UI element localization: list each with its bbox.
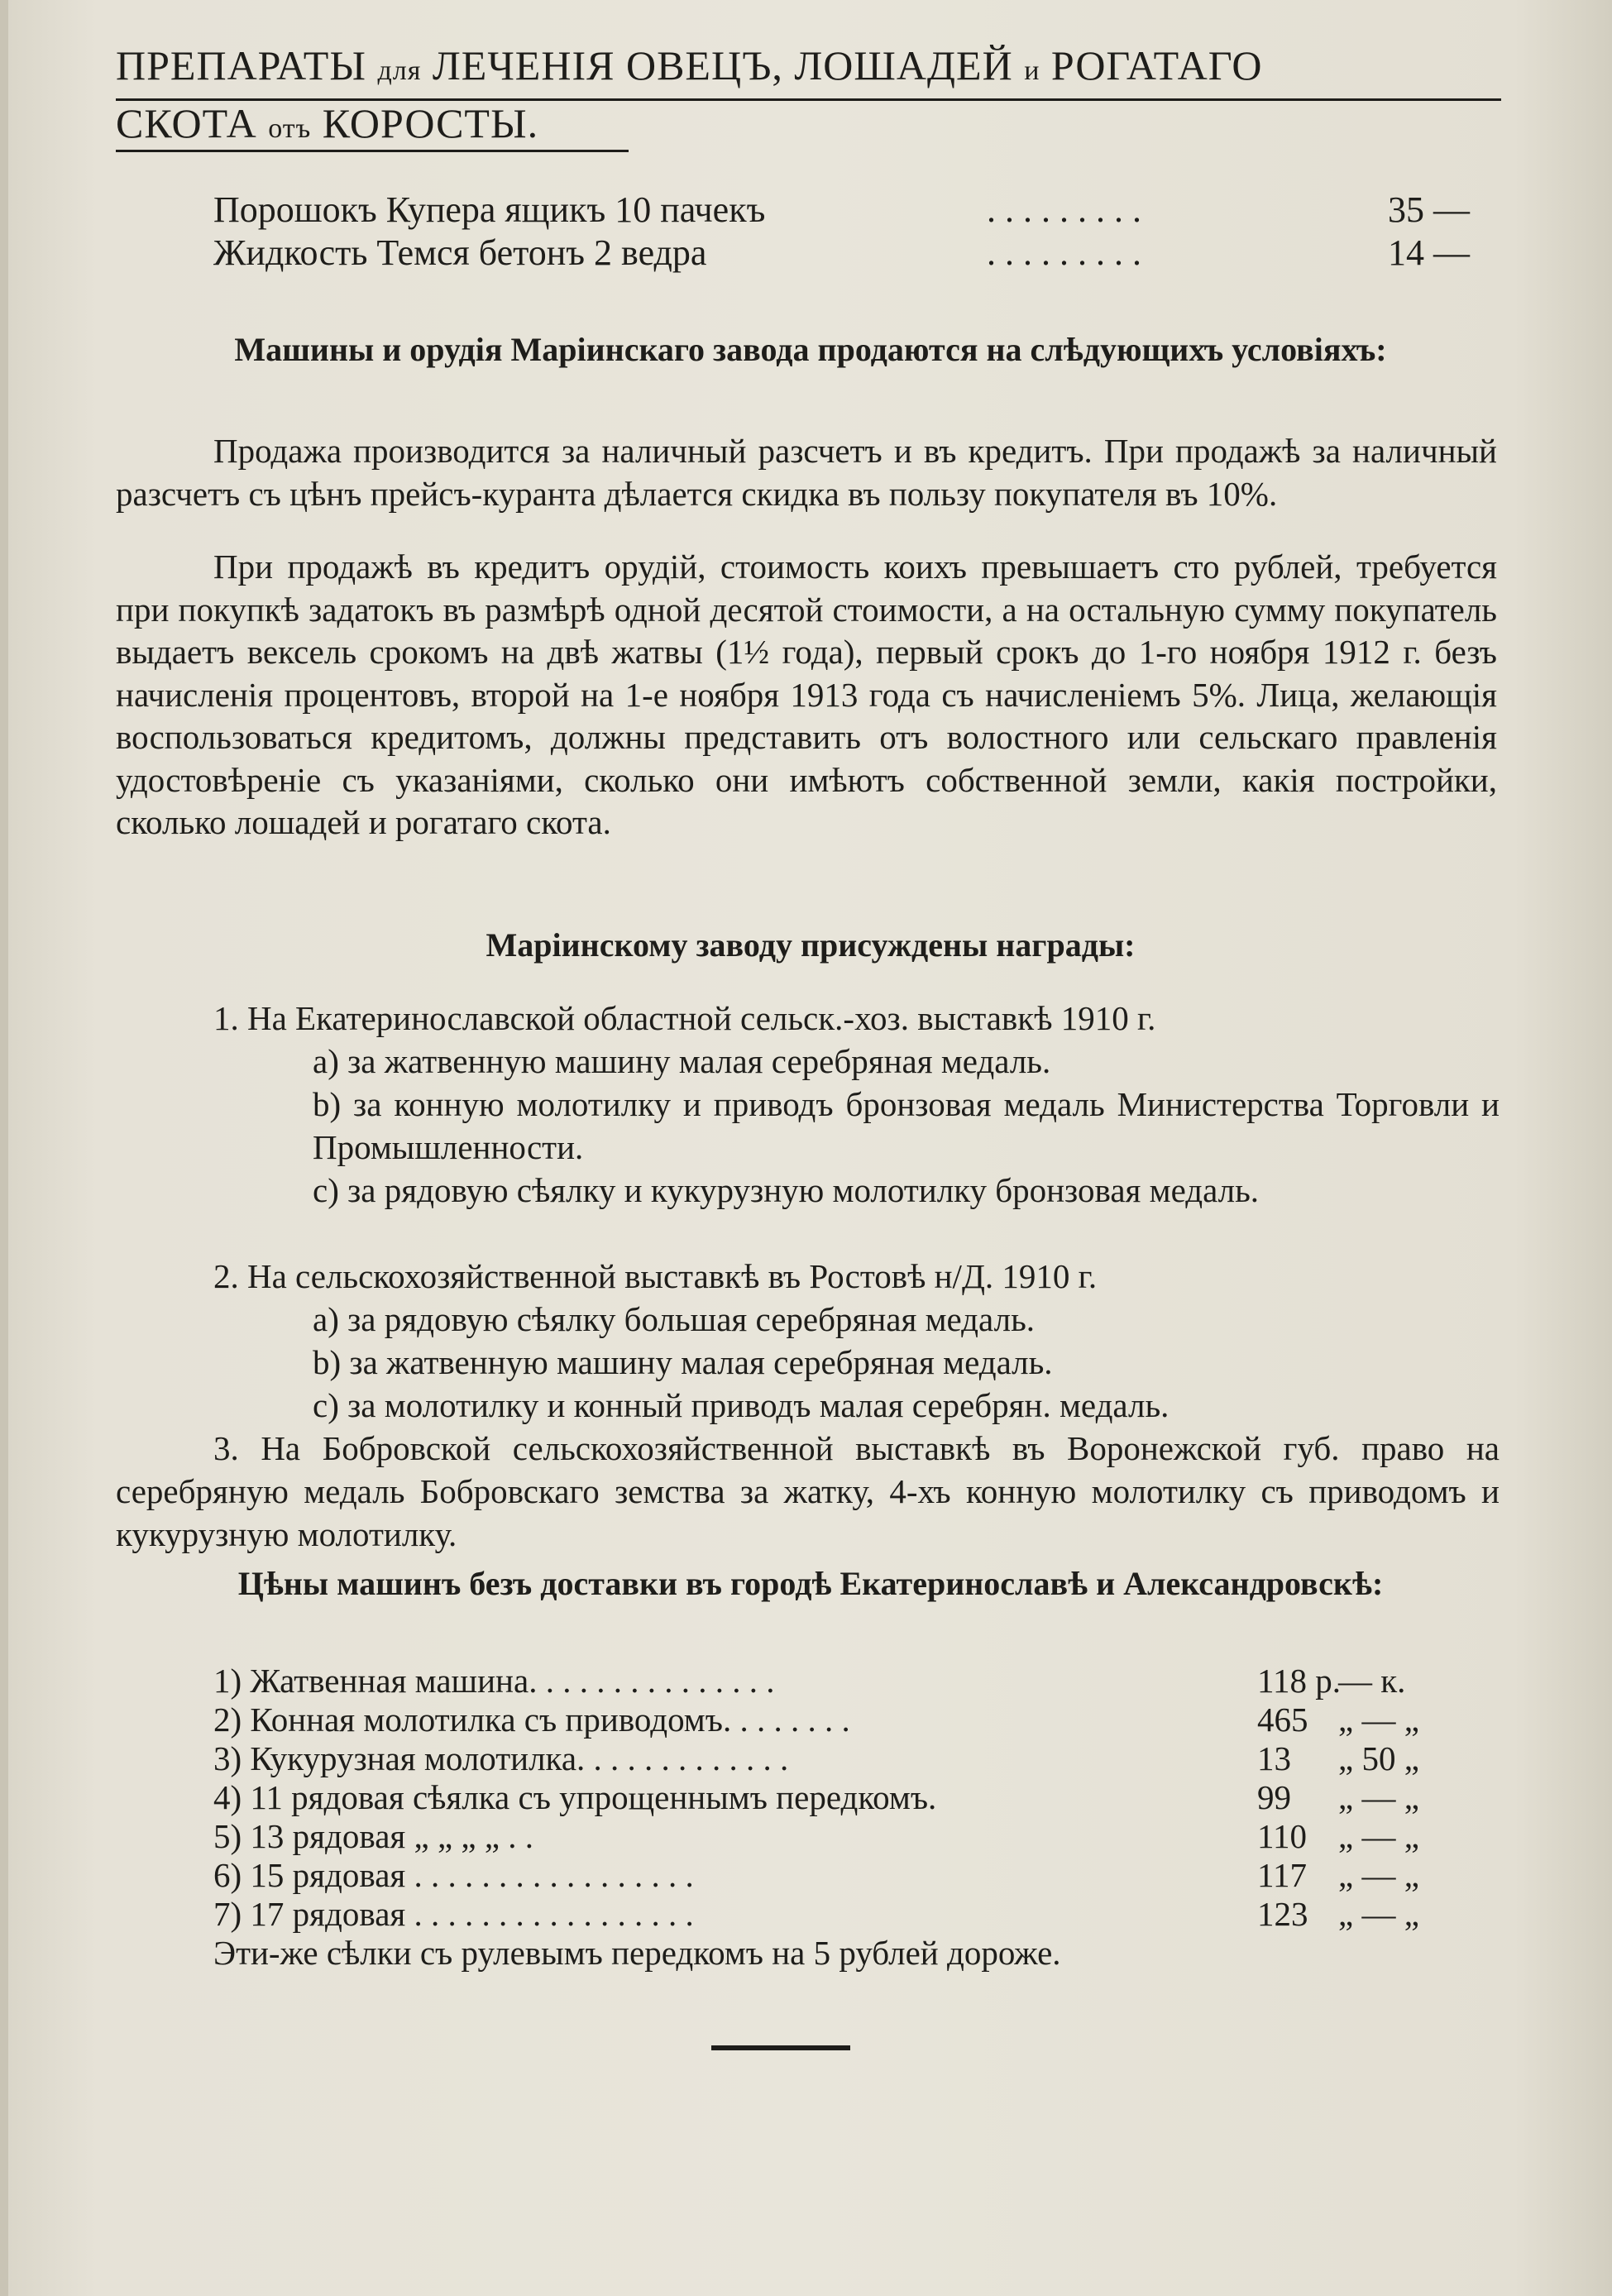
machine-price-kop: „ 50 „ bbox=[1338, 1739, 1419, 1777]
award-item: b) за конную молотилку и приводъ бронзовая медаль Министерства Торговли и Промышленности. bbox=[313, 1085, 1500, 1166]
prices-title: Цѣны машинъ безъ доставки въ городѣ Екатеринославѣ и Александровскѣ: bbox=[237, 1565, 1384, 1602]
header-text-small: отъ bbox=[268, 113, 312, 144]
terms-title: Машины и орудія Маріинскаго завода продаются на слѣдующихъ условіяхъ: bbox=[234, 331, 1387, 368]
award-item: a) за рядовую сѣялку большая серебряная медаль. bbox=[313, 1300, 1036, 1338]
header-text: ЛЕЧЕНІЯ ОВЕЦЪ, ЛОШАДЕЙ bbox=[432, 42, 1013, 88]
header-text: СКОТА bbox=[116, 100, 257, 146]
machine-price-kop: „ — „ bbox=[1338, 1895, 1419, 1933]
header-rule-2 bbox=[116, 150, 629, 152]
leader-dots: . . . . . . . . . bbox=[987, 189, 1141, 230]
header-text: ПРЕПАРАТЫ bbox=[116, 42, 366, 88]
preparation-row bbox=[213, 232, 1495, 274]
terms-paragraph-1: Продажа производится за наличный разсчетъ и въ кредитъ. При продажѣ за наличный разсчетъ съ цѣнъ прейсъ-куранта дѣлается скидка въ пользу покупателя въ 10%. bbox=[116, 432, 1497, 513]
award-item: a) за жатвенную машину малая серебряная медаль. bbox=[313, 1042, 1051, 1080]
preparation-price: 35 — bbox=[1388, 189, 1470, 230]
machine-name: 6) 15 рядовая . . . . . . . . . . . . . . . . . bbox=[213, 1856, 694, 1894]
footer-rule bbox=[711, 2045, 850, 2050]
header-line-1 bbox=[116, 41, 1263, 89]
machine-price-kop: „ — „ bbox=[1338, 1856, 1419, 1894]
machine-price-rub: 118 р. bbox=[1257, 1662, 1341, 1700]
machine-price-rub: 465 bbox=[1257, 1700, 1308, 1739]
header-line-2 bbox=[116, 99, 538, 147]
preparation-price: 14 — bbox=[1388, 232, 1470, 273]
machine-price-rub: 99 bbox=[1257, 1778, 1291, 1816]
machine-price-kop: „ — „ bbox=[1338, 1700, 1419, 1739]
award-item: c) за молотилку и конный приводъ малая серебрян. медаль. bbox=[313, 1386, 1170, 1424]
preparation-name: Порошокъ Купера ящикъ 10 пачекъ bbox=[213, 189, 766, 230]
machine-price-rub: 13 bbox=[1257, 1739, 1291, 1777]
machine-price-kop: „ — „ bbox=[1338, 1778, 1419, 1816]
price-note-text: Эти-же сѣлки съ рулевымъ передкомъ на 5 рублей дороже. bbox=[213, 1934, 1061, 1972]
awards-title: Маріинскому заводу присуждены награды: bbox=[486, 926, 1136, 964]
machine-price-rub: 110 bbox=[1257, 1817, 1307, 1855]
leader-dots: . . . . . . . . . bbox=[987, 232, 1141, 273]
header-text: КОРОСТЫ. bbox=[322, 100, 539, 146]
terms-paragraph-2: При продажѣ въ кредитъ орудій, стоимость коихъ превышаетъ сто рублей, требуется при покупкѣ задатокъ въ размѣрѣ одной десятой стоимости, а на остальную сумму покупатель выдаетъ вексель срокомъ на двѣ жатвы (1½ года), первый срокъ до 1-го ноября 1912 г. безъ начисленія процентовъ, второй на 1-е ноября 1913 года съ начисленіемъ 5%. Лица, желающія воспользоваться кредитомъ, должны представить отъ волостного или сельскаго правленія удостовѣреніе съ указаніями, сколько они имѣютъ собственной земли, какія постройки, сколько лошадей и рогатаго скота. bbox=[116, 548, 1497, 841]
machine-name: 3) Кукурузная молотилка. . . . . . . . . . . . . bbox=[213, 1739, 789, 1777]
header-text-small: и bbox=[1024, 55, 1040, 86]
machine-price-kop: — к. bbox=[1338, 1662, 1406, 1700]
award-item: 1. На Екатеринославской областной сельск.-хоз. выставкѣ 1910 г. bbox=[213, 999, 1156, 1037]
award-item: b) за жатвенную машину малая серебряная медаль. bbox=[313, 1343, 1053, 1381]
header-text-small: для bbox=[377, 55, 422, 86]
machine-price-kop: „ — „ bbox=[1338, 1817, 1419, 1855]
award-item: 2. На сельскохозяйственной выставкѣ въ Ростовѣ н/Д. 1910 г. bbox=[213, 1257, 1098, 1295]
machine-price-rub: 123 bbox=[1257, 1895, 1308, 1933]
machine-name: 4) 11 рядовая сѣялка съ упрощеннымъ передкомъ. bbox=[213, 1778, 937, 1816]
header-text: РОГАТАГО bbox=[1050, 42, 1263, 88]
preparation-name: Жидкость Темся бетонъ 2 ведра bbox=[213, 232, 707, 273]
machine-name: 7) 17 рядовая . . . . . . . . . . . . . . . . . bbox=[213, 1895, 694, 1933]
machine-price-rub: 117 bbox=[1257, 1856, 1307, 1894]
preparation-row bbox=[213, 189, 1495, 231]
page-edge bbox=[0, 0, 8, 2296]
machine-name: 1) Жатвенная машина. . . . . . . . . . . . . . . bbox=[213, 1662, 775, 1700]
machine-name: 5) 13 рядовая „ „ „ „ . . bbox=[213, 1817, 534, 1855]
award-item: 3. На Бобровской сельскохозяйственной выставкѣ въ Воронежской губ. право на серебряную медаль Бобровскаго земства за жатку, 4-хъ конную молотилку съ приводомъ и кукурузную молотилку. bbox=[116, 1429, 1500, 1553]
machine-name: 2) Конная молотилка съ приводомъ. . . . . . . . bbox=[213, 1700, 850, 1739]
award-item: c) за рядовую сѣялку и кукурузную молотилку бронзовая медаль. bbox=[313, 1171, 1260, 1209]
